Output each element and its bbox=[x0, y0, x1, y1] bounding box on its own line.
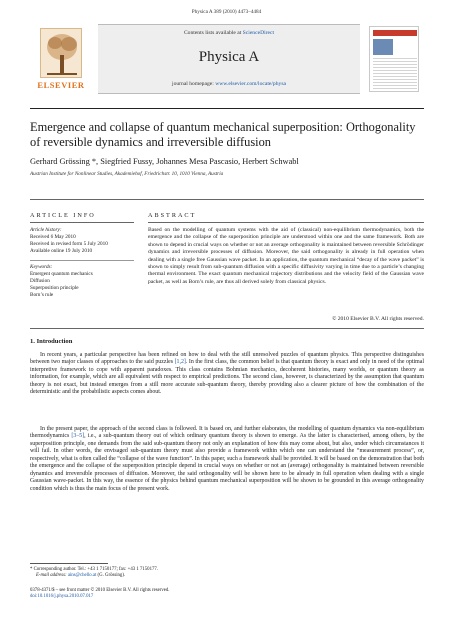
keyword-item: Diffusion bbox=[30, 278, 50, 284]
affiliation: Austrian Institute for Nonlinear Studies, Akademiehof, Friedrichstr. 10, 1010 Vienna, Austria bbox=[30, 171, 224, 177]
paragraph-text: . In the first class, the common belief is that quantum theory is exact and only in need of the optimal interpretive framework to cope with apparent paradoxes. This class contains Bohmian mechanics, decoherent histories, many worlds, or quantum theory as information, for example, which are all equivalent with respect to empirical predictions. The second class, however, is characterized by the assumption that quantum theory is not exact, but instead emerges from a still more accurate sub-quantum theory, thereby providing also a clearer picture of how the combination of the deterministic and the probabilistic aspects comes about. bbox=[30, 359, 424, 396]
article-title: Emergence and collapse of quantum mechanical superposition: Orthogonality of reversible dynamics and irreversible diffusion bbox=[30, 120, 416, 149]
footnote-marker: * bbox=[30, 567, 33, 572]
issn-line: 0378-4371/$ – see front matter © 2010 Elsevier B.V. All rights reserved. bbox=[30, 588, 170, 593]
history-online: Available online 19 July 2010 bbox=[30, 248, 93, 254]
article-info-separator bbox=[30, 260, 134, 261]
homepage-prefix: journal homepage: bbox=[172, 81, 216, 87]
issn-block bbox=[30, 588, 424, 601]
contents-prefix: Contents lists available at bbox=[183, 30, 243, 36]
keyword-item: Born’s rule bbox=[30, 292, 54, 298]
abstract-text: Based on the modelling of quantum systems with the aid of (classical) non-equilibrium thermodynamics, both the emergence and the collapse of the superposition principle are understood within one and the same framework. Both are shown to depend in crucial ways on whether or not an average orthogonality is maintained between reversible Schrödinger dynamics and irreversible processes of diffusion. Moreover, the said orthogonality is already in full operation when dealing with a single free Gaussian wave packet. In an application, the quantum mechanical “decay of the wave packet” is shown to simply result from sub-quantum diffusion with a specific diffusivity varying in time due to a particle’s changing thermal environment. The exact quantum mechanical trajectory distributions and the velocity field of the Gaussian wave packet, as well as Born’s rule, are thus all derived solely from classical physics. bbox=[148, 227, 424, 285]
tree-illustration bbox=[41, 29, 83, 79]
journal-title: Physica A bbox=[198, 49, 260, 65]
email-suffix: (G. Grössing). bbox=[96, 573, 126, 579]
keyword-item: Superposition principle bbox=[30, 285, 79, 291]
contents-line bbox=[98, 30, 360, 36]
abstract-rule bbox=[148, 222, 424, 223]
cover-banner bbox=[373, 30, 417, 36]
journal-homepage bbox=[98, 81, 360, 87]
article-history bbox=[30, 227, 134, 255]
journal-cover-thumbnail bbox=[369, 26, 419, 92]
citation-link[interactable]: [1,2] bbox=[174, 359, 186, 366]
history-received: Received 6 May 2010 bbox=[30, 234, 76, 240]
header-divider bbox=[30, 199, 424, 200]
homepage-link[interactable]: www.elsevier.com/locate/physa bbox=[215, 81, 286, 87]
author-list: Gerhard Grössing *, Siegfried Fussy, Johannes Mesa Pascasio, Herbert Schwabl bbox=[30, 157, 299, 166]
history-label: Article history: bbox=[30, 227, 62, 233]
footnote-text: Corresponding author. Tel.: +43 1 7150177; fax: +43 1 7150177. bbox=[32, 567, 158, 572]
citation-link[interactable]: [3–5] bbox=[71, 433, 85, 440]
sciencedirect-link[interactable]: ScienceDirect bbox=[242, 30, 275, 36]
intro-paragraph-1 bbox=[30, 352, 424, 397]
running-head: Physica A 389 (2010) 4473–4484 bbox=[191, 9, 262, 15]
keywords bbox=[30, 264, 134, 299]
corresponding-author-footnote bbox=[30, 567, 424, 580]
section-heading-introduction: 1. Introduction bbox=[30, 338, 73, 345]
abstract-bottom-rule bbox=[30, 328, 424, 329]
keyword-item: Emergent quantum mechanics bbox=[30, 271, 93, 277]
paragraph-text: In the present paper, the approach of the second class is followed. It is based on, and further elaborates, the modelling of quantum dynamics via non-equilibrium thermodynamics bbox=[30, 426, 424, 440]
email-link[interactable]: ains@chello.at bbox=[67, 573, 97, 579]
email-label: E-mail address: bbox=[36, 573, 67, 579]
journal-box bbox=[98, 24, 360, 94]
cover-image bbox=[373, 39, 393, 55]
history-revised: Received in revised form 5 July 2010 bbox=[30, 241, 108, 247]
footnote-rule bbox=[30, 563, 108, 564]
publisher-name: ELSEVIER bbox=[37, 81, 85, 90]
copyright-notice: © 2010 Elsevier B.V. All rights reserved. bbox=[332, 316, 424, 322]
keywords-label: Keywords: bbox=[30, 264, 53, 270]
intro-paragraph-2 bbox=[30, 426, 424, 493]
abstract-heading: ABSTRACT bbox=[148, 212, 197, 219]
elsevier-logo bbox=[30, 24, 92, 94]
article-info-rule bbox=[30, 222, 134, 223]
masthead-rule bbox=[30, 108, 424, 109]
paragraph-text: , i.e., a sub-quantum theory out of which ordinary quantum theory is shown to emerge. As the latter is characterised, among others, by the superposition principle, one demands from the said sub-quantum theory not only an explanation of how this may come about, but also, under which circumstances it will fail. In other words, the envisaged sub-quantum theory must also provide a framework within which one can understand the “measurement process”, or, respectively, what is often called the “collapse of the wave function”. In this paper, such a framework shall be provided. It will be based on the demonstration that both the emergence and the collapse of the superposition principle depend in crucial ways on whether or not an (average) orthogonality is maintained between reversible dynamics and irreversible processes of diffusion. Moreover, the said orthogonality will be shown here to be already in full operation when dealing with a single Gaussian wave-packet. In this way, the essence of the physics behind quantum mechanical superposition will be shown to be grounded in this average orthogonality condition which is thus the main focus of the present work. bbox=[30, 433, 425, 492]
article-info-heading: ARTICLE INFO bbox=[30, 212, 96, 219]
cover-text-lines bbox=[373, 58, 417, 89]
journal-masthead bbox=[30, 24, 424, 106]
doi-link[interactable]: doi:10.1016/j.physa.2010.07.017 bbox=[30, 594, 94, 600]
elsevier-tree-icon bbox=[40, 28, 82, 78]
paragraph-text: In recent years, a particular perspective has been refined on how to deal with the still unresolved puzzles of quantum physics. This perspective distinguishes between two major classes of approaches to the said puzzles bbox=[30, 352, 424, 366]
